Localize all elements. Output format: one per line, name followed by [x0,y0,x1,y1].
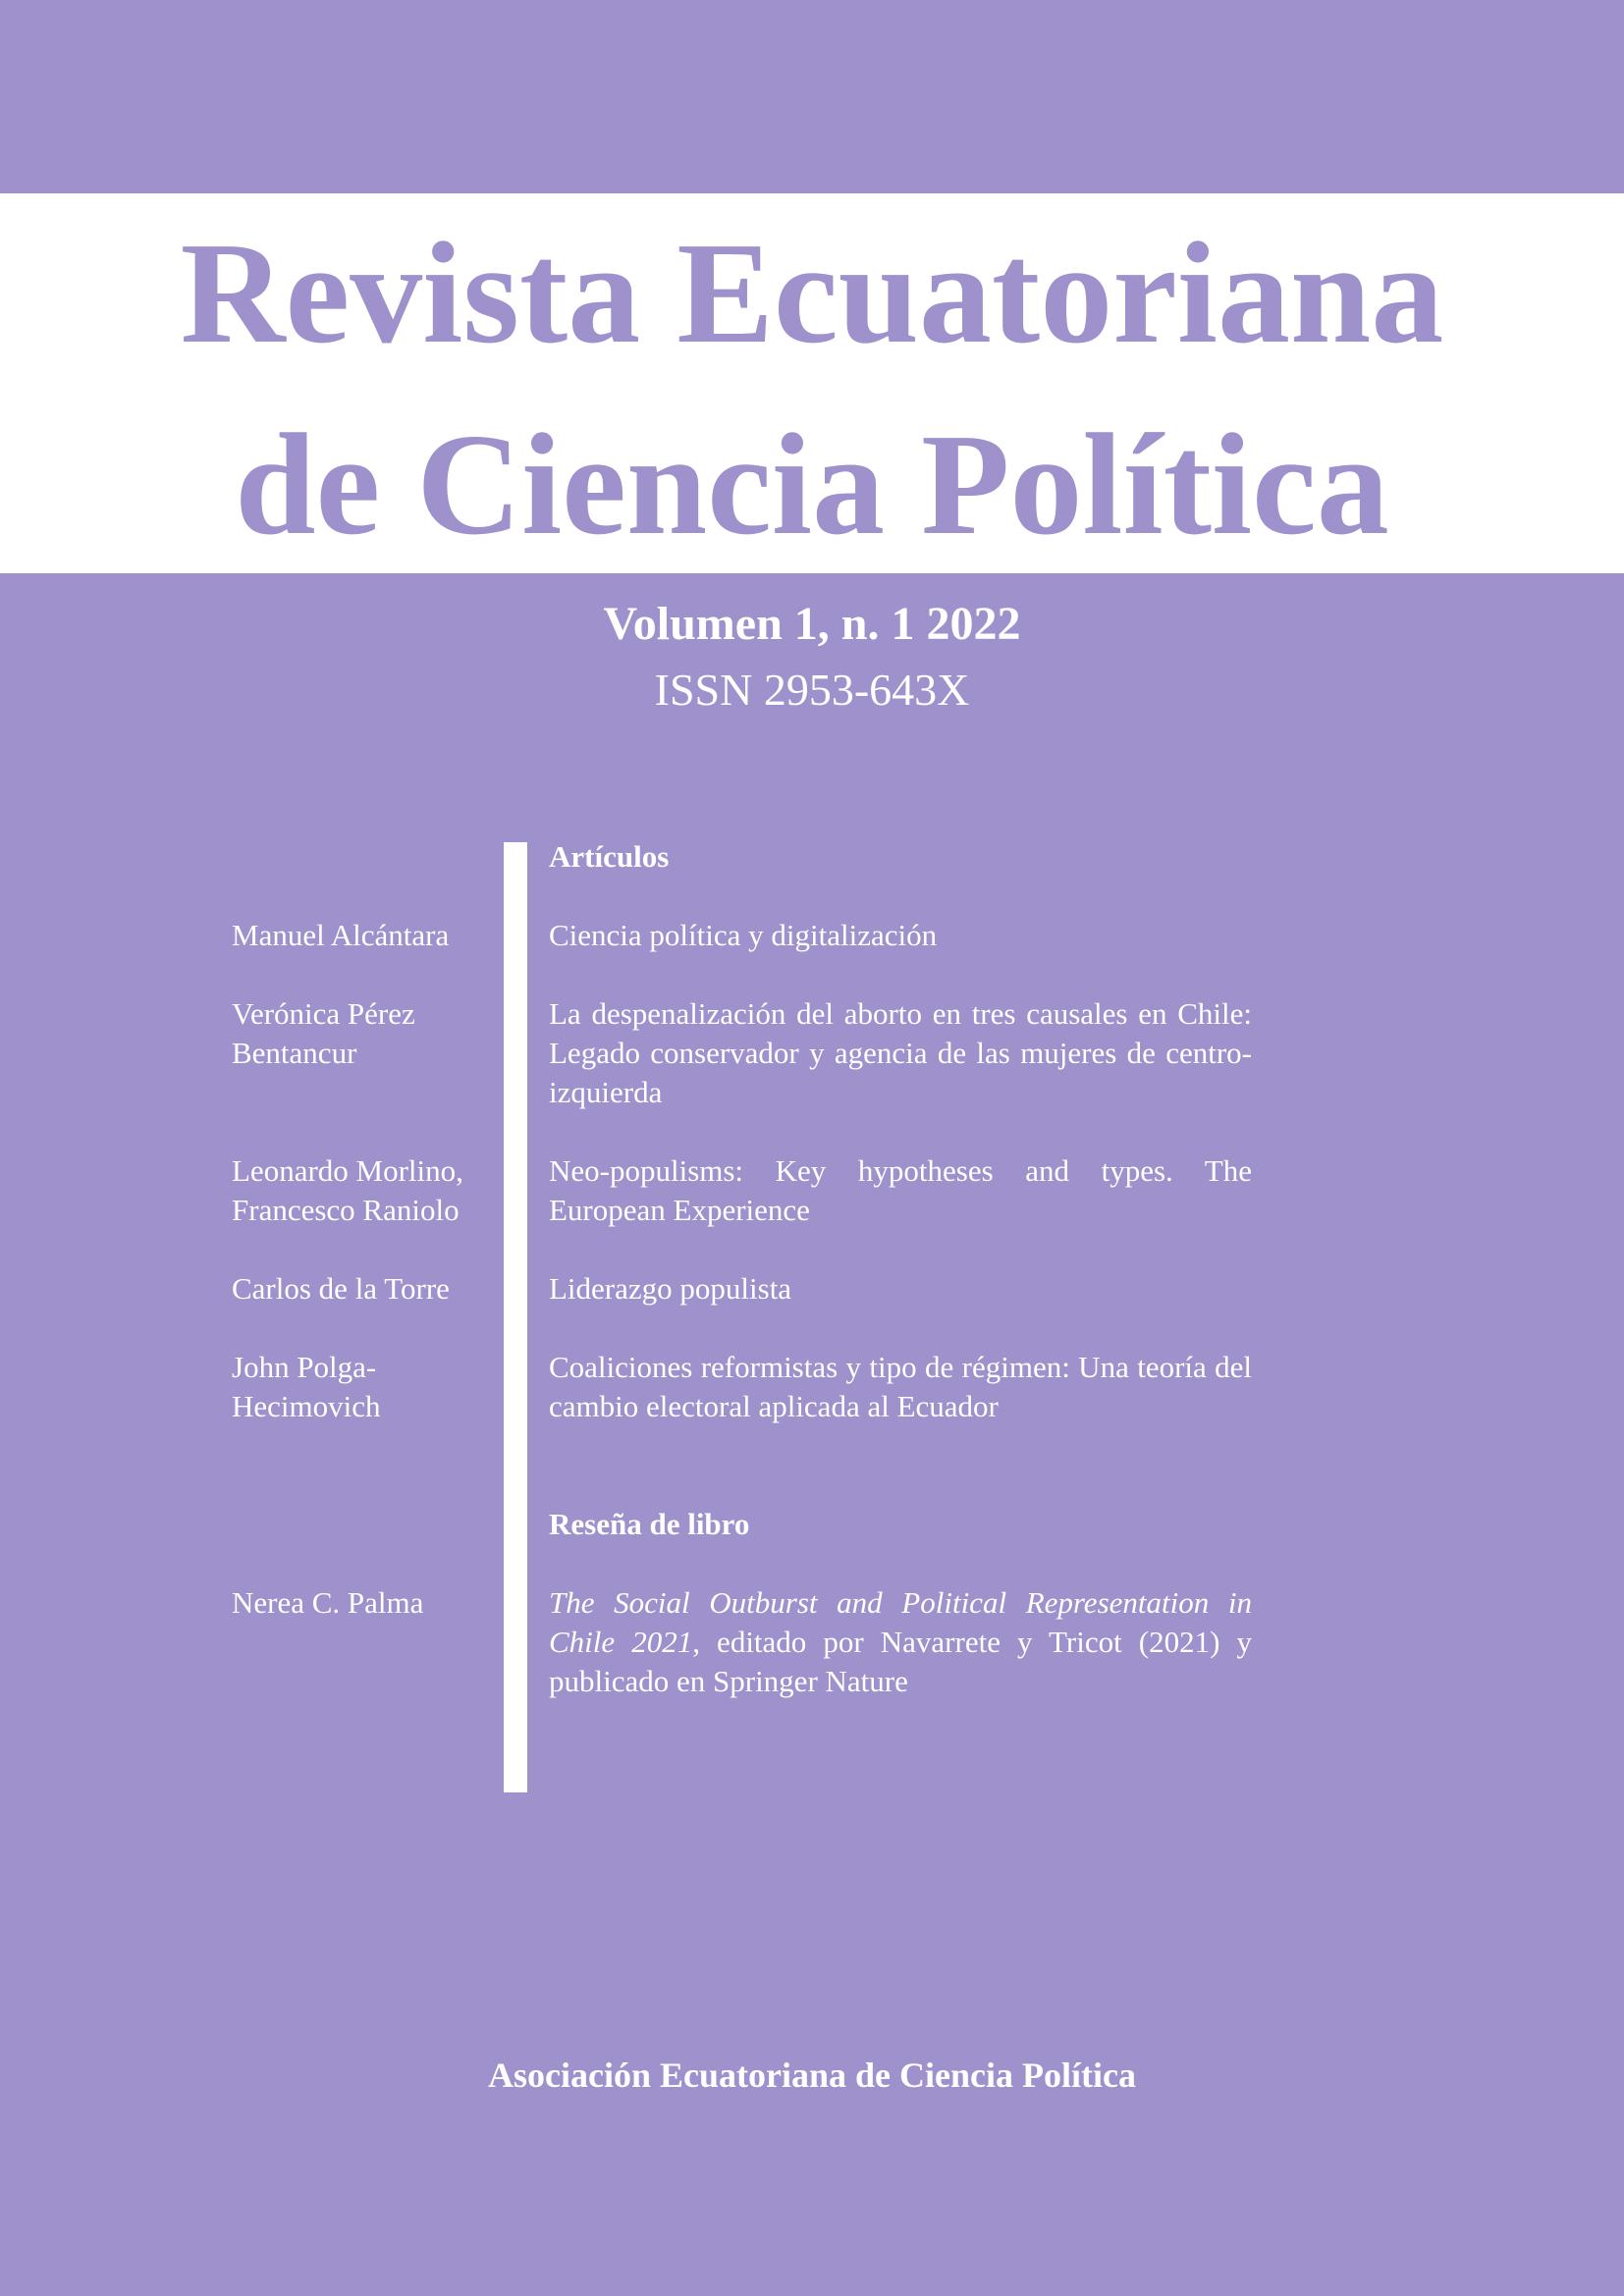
article-author [232,994,489,1073]
author-line: John Polga- [232,1350,377,1384]
review-heading: Reseña de libro [549,1507,750,1541]
author-line: Carlos de la Torre [232,1271,450,1306]
article-title-text: Neo-populisms: Key hypotheses and types. The European Experience [549,1153,1252,1227]
author-line: Francesco Raniolo [232,1193,460,1227]
article-title [549,916,1252,955]
review-book-title: The Social Outburst and Political Representation in Chile 2021 [549,1585,1252,1659]
article-title [549,1151,1252,1230]
article-author [232,1269,489,1308]
article-title-text: Coaliciones reformistas y tipo de régimen: Una teoría del cambio electoral aplicada al Ecuador [549,1350,1252,1423]
author-line: Verónica Pérez [232,996,415,1031]
author-line: Nerea C. Palma [232,1585,424,1620]
review-title-text [549,1583,1252,1701]
article-title-text: Liderazgo populista [549,1271,792,1306]
author-line: Bentancur [232,1036,357,1070]
article-author [232,1348,489,1426]
review-title [549,1583,1252,1701]
article-title-text: Ciencia política y digitalización [549,918,938,952]
article-title [549,1348,1252,1426]
article-title [549,994,1252,1112]
review-details: , editado por Navarrete y Tricot (2021) y publicado en Springer Nature [549,1625,1252,1698]
issn: ISSN 2953-643X [654,665,970,715]
review-author [232,1583,489,1623]
volume-number: Volumen 1, n. 1 2022 [603,598,1021,650]
journal-title-line-2: de Ciencia Política [235,404,1389,565]
article-title-text: La despenalización del aborto en tres causales en Chile: Legado conservador y agencia de las mujeres de centro-izquierda [549,996,1252,1109]
author-line: Leonardo Morlino, [232,1153,463,1188]
author-line: Hecimovich [232,1389,381,1423]
journal-title-line-1: Revista Ecuatoriana [180,213,1444,374]
article-title [549,1269,1252,1308]
contents-divider [504,842,527,1792]
article-author [232,1151,489,1230]
author-line: Manuel Alcántara [232,918,450,952]
article-author [232,916,489,955]
publisher: Asociación Ecuatoriana de Ciencia Política [488,2056,1136,2095]
articles-heading: Artículos [549,839,670,874]
